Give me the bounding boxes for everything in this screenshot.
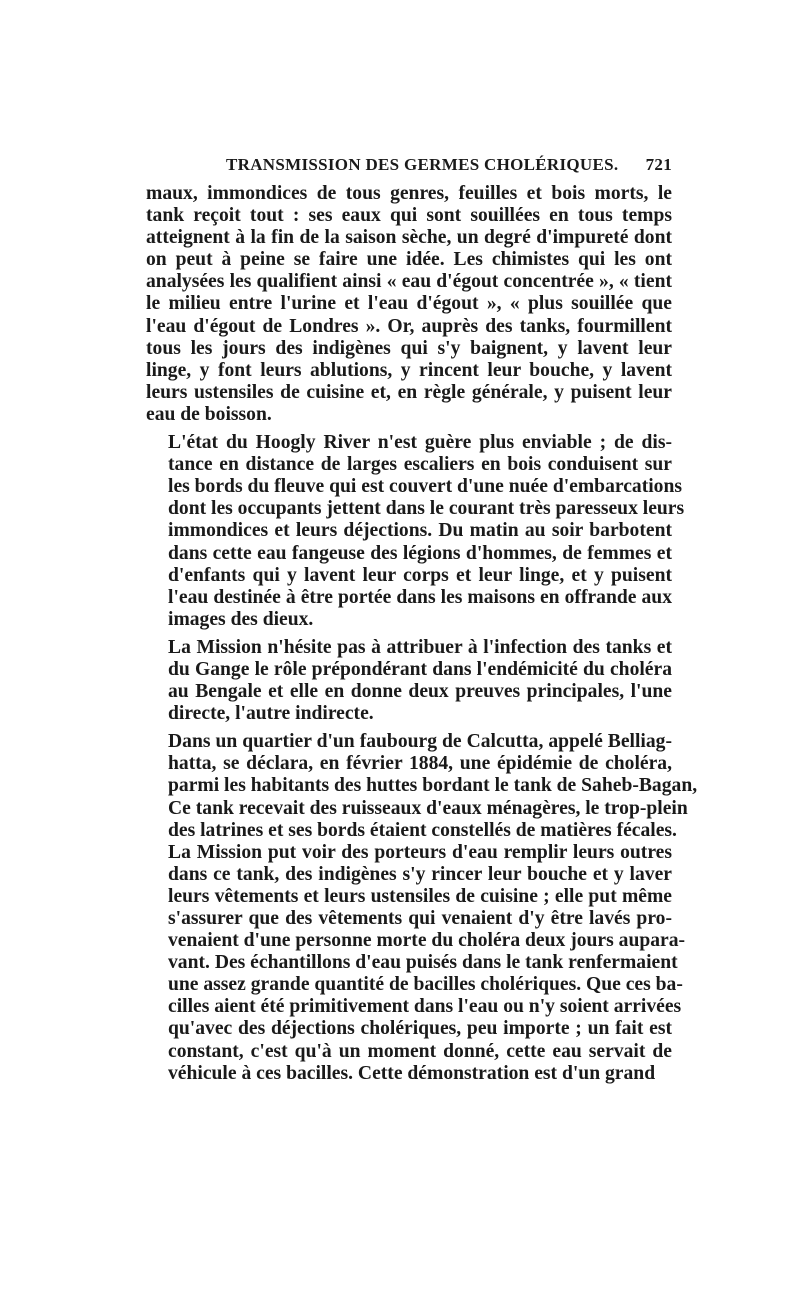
text-line: on peut à peine se faire une idée. Les chimistes qui les ont <box>146 249 672 271</box>
text-line: qu'avec des déjections cholériques, peu importe ; un fait est <box>168 1018 672 1040</box>
text-line: linge, y font leurs ablutions, y rincent leur bouche, y lavent <box>146 359 672 381</box>
text-line: parmi les habitants des huttes bordant le tank de Saheb-Bagan, <box>168 775 698 797</box>
text-line: s'assurer que des vêtements qui venaient d'y être lavés pro- <box>168 908 672 929</box>
paragraph <box>146 637 672 725</box>
text-line: d'enfants qui y lavent leur corps et leur linge, et y puisent <box>168 564 672 586</box>
text-line: une assez grande quantité de bacilles cholériques. Que ces ba- <box>168 974 683 996</box>
text-line: dont les occupants jettent dans le courant très paresseux leurs <box>168 498 685 520</box>
text-line: L'état du Hoogly River n'est guère plus enviable ; de dis- <box>168 432 672 454</box>
text-line: des latrines et ses bords étaient constellés de matières fécales. <box>168 819 677 841</box>
text-line: au Bengale et elle en donne deux preuves principales, l'une <box>168 681 672 703</box>
text-line: maux, immondices de tous genres, feuilles et bois morts, le <box>146 183 672 204</box>
running-title: TRANSMISSION DES GERMES CHOLÉRIQUES. <box>226 155 619 174</box>
text-line: Ce tank recevait des ruisseaux d'eaux ménagères, le trop-plein <box>168 797 688 819</box>
book-page <box>146 155 698 1091</box>
text-line: leurs ustensiles de cuisine et, en règle générale, y puisent leur <box>146 381 672 403</box>
text-line: le milieu entre l'urine et l'eau d'égout », « plus souillée que <box>146 293 672 315</box>
text-line: l'eau d'égout de Londres ». Or, auprès des tanks, fourmillent <box>146 315 672 337</box>
text-line: directe, l'autre indirecte. <box>168 703 374 725</box>
text-line: immondices et leurs déjections. Du matin au soir barbotent <box>168 520 672 542</box>
text-line: Dans un quartier d'un faubourg de Calcutta, appelé Belliag- <box>168 731 672 753</box>
text-line: tous les jours des indigènes qui s'y baignent, y lavent leur <box>146 337 672 359</box>
page-number: 721 <box>645 155 672 174</box>
running-head <box>146 155 672 181</box>
text-line: La Mission n'hésite pas à attribuer à l'infection des tanks et <box>168 636 672 658</box>
text-line: La Mission put voir des porteurs d'eau remplir leurs outres <box>168 841 672 863</box>
text-line: l'eau destinée à être portée dans les maisons en offrande aux <box>168 586 672 608</box>
paragraph <box>146 432 685 631</box>
text-line: du Gange le rôle prépondérant dans l'endémicité du choléra <box>168 658 672 680</box>
text-line: tance en distance de larges escaliers en bois conduisent sur <box>168 454 672 476</box>
body-text <box>146 183 698 1085</box>
text-line: analysées les qualifient ainsi « eau d'égout concentrée », « tient <box>146 271 672 293</box>
text-line: atteignent à la fin de la saison sèche, un degré d'impureté dont <box>146 227 672 249</box>
text-line: tank reçoit tout : ses eaux qui sont souillées en tous temps <box>146 205 672 227</box>
text-line: dans ce tank, des indigènes s'y rincer leur bouche et y laver <box>168 863 672 885</box>
paragraph <box>146 183 672 426</box>
text-line: leurs vêtements et leurs ustensiles de cuisine ; elle put même <box>168 885 672 907</box>
text-line: véhicule à ces bacilles. Cette démonstration est d'un grand <box>168 1062 656 1084</box>
text-line: cilles aient été primitivement dans l'eau ou n'y soient arrivées <box>168 996 682 1018</box>
text-line: hatta, se déclara, en février 1884, une épidémie de choléra, <box>168 753 672 775</box>
text-line: eau de boisson. <box>146 403 272 425</box>
text-line: images des dieux. <box>168 608 314 630</box>
text-line: venaient d'une personne morte du choléra deux jours aupara- <box>168 930 686 952</box>
text-line: les bords du fleuve qui est couvert d'une nuée d'embarcations <box>168 476 683 498</box>
text-line: constant, c'est qu'à un moment donné, cette eau servait de <box>168 1040 672 1062</box>
text-line: dans cette eau fangeuse des légions d'hommes, de femmes et <box>168 542 672 564</box>
text-line: vant. Des échantillons d'eau puisés dans le tank renfermaient <box>168 952 678 974</box>
paragraph <box>146 731 698 1085</box>
